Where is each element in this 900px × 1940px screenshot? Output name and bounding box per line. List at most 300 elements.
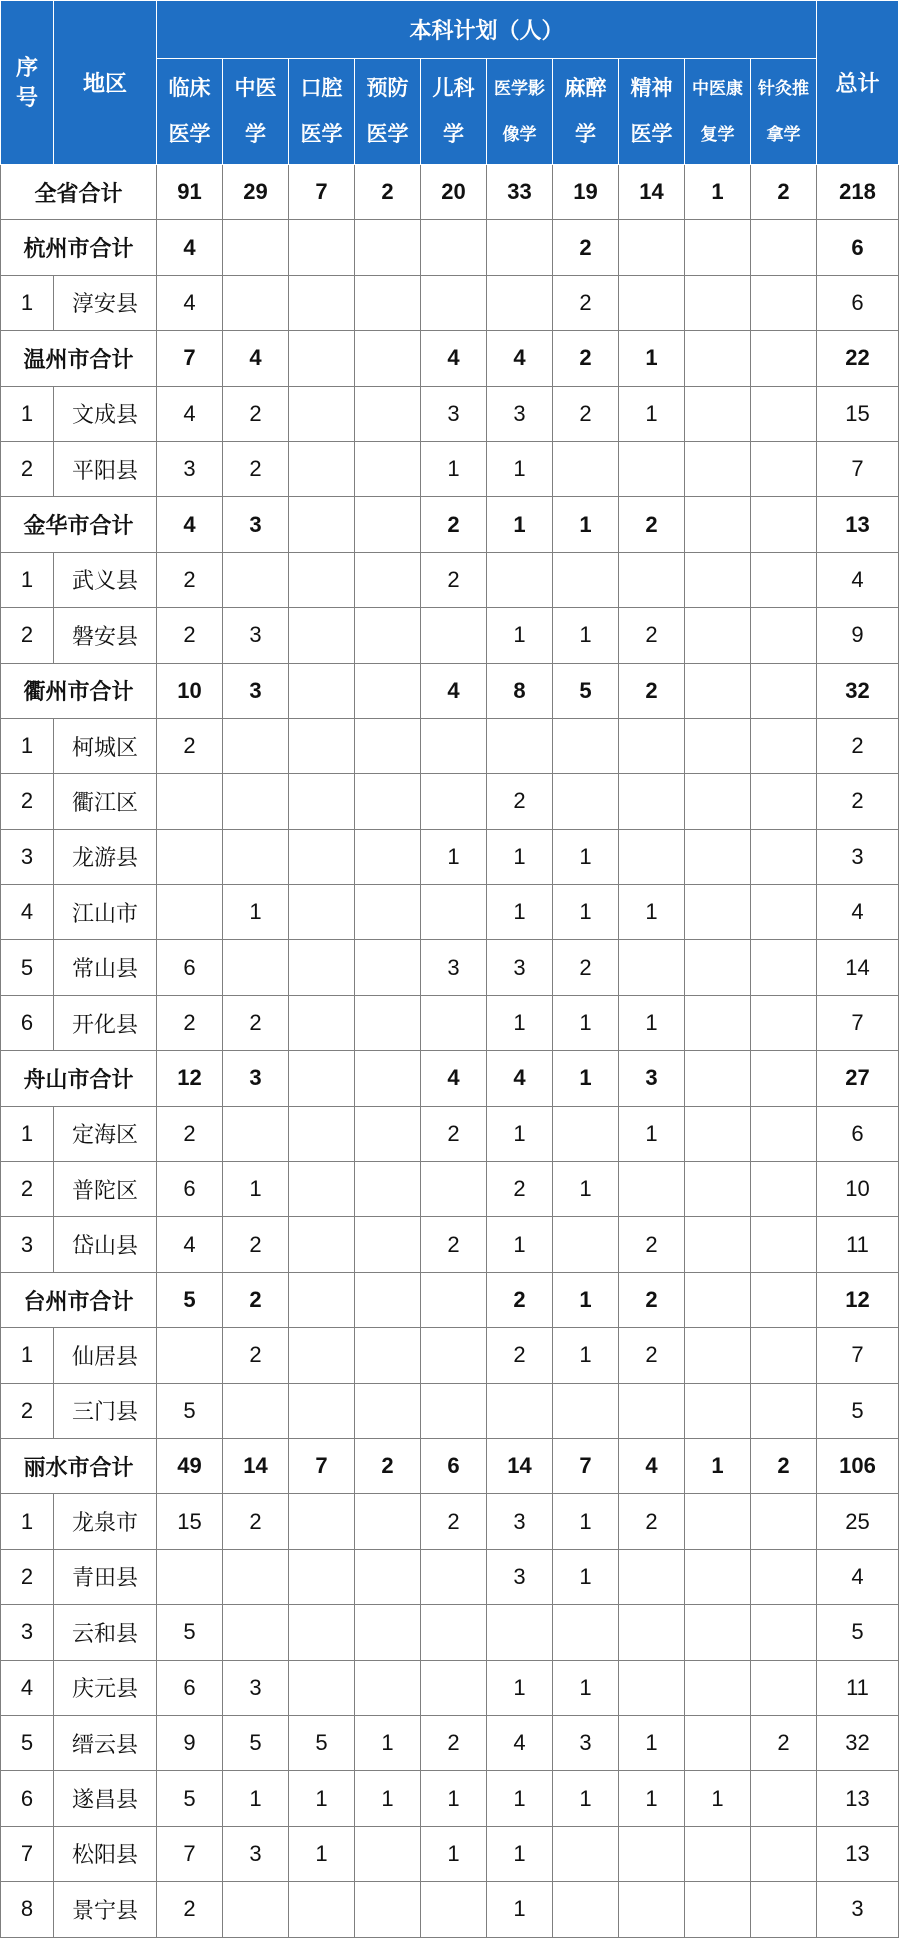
plan-cell	[619, 1383, 685, 1438]
header-major-line2: 学	[575, 122, 596, 146]
plan-cell	[685, 552, 751, 607]
plan-cell	[223, 718, 289, 773]
plan-cell	[553, 1826, 619, 1881]
table-row	[1, 995, 899, 1050]
plan-cell	[685, 1826, 751, 1881]
plan-cell	[289, 552, 355, 607]
header-major-line2: 复学	[700, 124, 735, 144]
plan-cell	[751, 1826, 817, 1881]
table-row	[1, 940, 899, 995]
plan-cell	[289, 497, 355, 552]
plan-cell: 7	[553, 1438, 619, 1493]
header-major-4	[421, 59, 487, 165]
plan-cell	[619, 1826, 685, 1881]
plan-cell	[355, 1217, 421, 1272]
header-major-3	[355, 59, 421, 165]
plan-cell	[751, 1272, 817, 1327]
plan-cell: 1	[223, 885, 289, 940]
table-row	[1, 1383, 899, 1438]
plan-cell	[685, 1660, 751, 1715]
plan-cell: 3	[223, 663, 289, 718]
plan-cell: 2	[421, 1494, 487, 1549]
plan-cell	[751, 663, 817, 718]
row-index: 8	[1, 1882, 54, 1937]
subtotal-row	[1, 1438, 899, 1493]
plan-cell: 2	[487, 1272, 553, 1327]
plan-cell: 2	[223, 1328, 289, 1383]
plan-cell: 2	[223, 1494, 289, 1549]
plan-cell: 12	[157, 1051, 223, 1106]
plan-cell: 1	[553, 1771, 619, 1826]
plan-cell	[751, 608, 817, 663]
row-index: 2	[1, 608, 54, 663]
row-index: 4	[1, 885, 54, 940]
row-total: 32	[817, 663, 899, 718]
plan-cell: 3	[223, 608, 289, 663]
plan-cell	[751, 275, 817, 330]
plan-cell: 6	[157, 940, 223, 995]
plan-cell: 2	[751, 165, 817, 220]
plan-cell	[289, 441, 355, 496]
row-index: 1	[1, 386, 54, 441]
plan-cell: 2	[157, 995, 223, 1050]
plan-cell	[289, 663, 355, 718]
plan-cell: 1	[355, 1715, 421, 1770]
row-total: 4	[817, 552, 899, 607]
plan-cell	[355, 1272, 421, 1327]
plan-cell: 8	[487, 663, 553, 718]
region-name: 遂昌县	[54, 1771, 157, 1826]
plan-cell	[685, 1715, 751, 1770]
plan-cell: 2	[223, 1272, 289, 1327]
plan-cell: 4	[223, 331, 289, 386]
header-major-line2: 学	[443, 122, 464, 146]
plan-cell	[487, 275, 553, 330]
plan-cell: 5	[157, 1605, 223, 1660]
plan-cell: 2	[421, 497, 487, 552]
plan-cell: 1	[421, 441, 487, 496]
plan-cell	[421, 885, 487, 940]
plan-cell	[157, 1328, 223, 1383]
plan-cell	[685, 608, 751, 663]
row-total: 4	[817, 1549, 899, 1604]
header-major-line1: 精神	[630, 76, 673, 100]
plan-cell	[421, 1549, 487, 1604]
plan-cell	[619, 552, 685, 607]
plan-cell: 19	[553, 165, 619, 220]
plan-cell: 1	[553, 1328, 619, 1383]
plan-cell	[751, 386, 817, 441]
plan-cell: 14	[619, 165, 685, 220]
table-row	[1, 441, 899, 496]
plan-cell: 49	[157, 1438, 223, 1493]
plan-cell: 3	[487, 386, 553, 441]
plan-cell	[289, 1217, 355, 1272]
plan-cell: 4	[619, 1438, 685, 1493]
plan-cell	[157, 885, 223, 940]
table-row	[1, 386, 899, 441]
region-name: 武义县	[54, 552, 157, 607]
plan-cell: 2	[421, 1715, 487, 1770]
plan-cell: 2	[751, 1438, 817, 1493]
row-total: 12	[817, 1272, 899, 1327]
row-index: 3	[1, 829, 54, 884]
region-name: 开化县	[54, 995, 157, 1050]
plan-cell: 3	[223, 1826, 289, 1881]
plan-cell: 4	[157, 386, 223, 441]
region-subtotal-name: 丽水市合计	[1, 1438, 157, 1493]
plan-cell: 7	[157, 1826, 223, 1881]
row-index: 5	[1, 940, 54, 995]
plan-cell: 2	[619, 1494, 685, 1549]
row-total: 106	[817, 1438, 899, 1493]
plan-cell	[751, 885, 817, 940]
plan-cell	[421, 1272, 487, 1327]
table-row	[1, 608, 899, 663]
plan-cell	[355, 1162, 421, 1217]
plan-cell	[421, 718, 487, 773]
plan-cell: 2	[223, 441, 289, 496]
table-row	[1, 1106, 899, 1161]
plan-cell	[223, 275, 289, 330]
plan-cell	[751, 995, 817, 1050]
row-index: 5	[1, 1715, 54, 1770]
row-total: 13	[817, 497, 899, 552]
plan-cell: 1	[553, 608, 619, 663]
plan-cell	[685, 1882, 751, 1937]
plan-cell	[751, 1051, 817, 1106]
plan-cell	[487, 552, 553, 607]
plan-cell: 1	[487, 885, 553, 940]
region-name: 龙泉市	[54, 1494, 157, 1549]
row-total: 15	[817, 386, 899, 441]
plan-cell	[289, 608, 355, 663]
table-row	[1, 718, 899, 773]
plan-cell	[289, 1549, 355, 1604]
plan-cell: 1	[487, 1106, 553, 1161]
region-name: 缙云县	[54, 1715, 157, 1770]
table-row	[1, 1549, 899, 1604]
plan-cell: 2	[751, 1715, 817, 1770]
plan-cell	[289, 885, 355, 940]
row-index: 1	[1, 718, 54, 773]
table-row	[1, 1882, 899, 1937]
plan-cell: 2	[223, 386, 289, 441]
row-index: 1	[1, 1328, 54, 1383]
plan-cell: 5	[157, 1383, 223, 1438]
plan-cell: 1	[487, 497, 553, 552]
plan-cell: 3	[487, 1494, 553, 1549]
header-major-line2: 医学	[300, 122, 343, 146]
region-name: 淳安县	[54, 275, 157, 330]
row-total: 5	[817, 1383, 899, 1438]
row-total: 9	[817, 608, 899, 663]
row-index: 2	[1, 441, 54, 496]
row-total: 22	[817, 331, 899, 386]
plan-cell: 2	[619, 663, 685, 718]
plan-cell: 1	[421, 1771, 487, 1826]
plan-cell	[289, 1383, 355, 1438]
subtotal-row	[1, 497, 899, 552]
plan-cell: 29	[223, 165, 289, 220]
plan-cell	[751, 1771, 817, 1826]
plan-cell: 2	[355, 165, 421, 220]
plan-cell	[685, 1605, 751, 1660]
plan-cell: 1	[553, 1549, 619, 1604]
plan-cell: 4	[487, 331, 553, 386]
plan-cell	[223, 220, 289, 275]
header-seq	[1, 1, 54, 165]
region-name: 岱山县	[54, 1217, 157, 1272]
plan-cell: 2	[157, 718, 223, 773]
plan-cell	[619, 441, 685, 496]
header-major-line1: 预防	[366, 76, 409, 100]
header-major-line1: 儿科	[432, 76, 475, 100]
row-total: 14	[817, 940, 899, 995]
plan-cell: 91	[157, 165, 223, 220]
plan-cell	[553, 774, 619, 829]
region-name: 文成县	[54, 386, 157, 441]
row-total: 3	[817, 829, 899, 884]
plan-cell: 20	[421, 165, 487, 220]
plan-cell: 6	[421, 1438, 487, 1493]
plan-cell: 1	[619, 1106, 685, 1161]
plan-cell: 1	[421, 829, 487, 884]
plan-cell: 1	[553, 1494, 619, 1549]
header-major-line2: 医学	[168, 122, 211, 146]
plan-cell: 5	[289, 1715, 355, 1770]
region-name: 平阳县	[54, 441, 157, 496]
plan-cell	[223, 829, 289, 884]
plan-cell	[421, 1660, 487, 1715]
plan-cell	[685, 774, 751, 829]
row-total: 25	[817, 1494, 899, 1549]
table-row	[1, 1771, 899, 1826]
plan-cell: 2	[619, 497, 685, 552]
plan-cell	[553, 718, 619, 773]
table-row	[1, 1217, 899, 1272]
region-subtotal-name: 温州市合计	[1, 331, 157, 386]
plan-cell	[685, 940, 751, 995]
plan-cell: 2	[487, 1328, 553, 1383]
region-name: 定海区	[54, 1106, 157, 1161]
plan-cell: 3	[487, 940, 553, 995]
plan-cell	[355, 441, 421, 496]
table-row	[1, 1328, 899, 1383]
plan-cell	[355, 1494, 421, 1549]
header-major-1	[223, 59, 289, 165]
plan-cell: 5	[223, 1715, 289, 1770]
plan-cell	[157, 774, 223, 829]
plan-cell: 3	[619, 1051, 685, 1106]
plan-cell: 6	[157, 1660, 223, 1715]
plan-cell	[289, 1328, 355, 1383]
plan-cell: 7	[289, 165, 355, 220]
plan-cell	[355, 1605, 421, 1660]
table-row	[1, 774, 899, 829]
plan-cell: 1	[553, 1051, 619, 1106]
plan-cell: 2	[157, 608, 223, 663]
row-index: 6	[1, 995, 54, 1050]
region-subtotal-name: 杭州市合计	[1, 220, 157, 275]
plan-cell: 1	[685, 1771, 751, 1826]
region-name: 龙游县	[54, 829, 157, 884]
plan-cell: 3	[421, 940, 487, 995]
region-name: 常山县	[54, 940, 157, 995]
plan-cell	[619, 774, 685, 829]
plan-cell	[355, 1549, 421, 1604]
plan-cell: 2	[553, 331, 619, 386]
plan-cell	[289, 386, 355, 441]
plan-cell	[751, 331, 817, 386]
plan-cell	[685, 1051, 751, 1106]
row-total: 2	[817, 774, 899, 829]
plan-cell	[685, 885, 751, 940]
plan-cell	[685, 1106, 751, 1161]
header-region: 地区	[54, 1, 157, 165]
plan-cell	[619, 1660, 685, 1715]
row-index: 1	[1, 552, 54, 607]
plan-cell	[751, 1328, 817, 1383]
plan-cell: 1	[553, 497, 619, 552]
plan-cell	[487, 220, 553, 275]
plan-cell	[487, 1383, 553, 1438]
plan-cell	[223, 1605, 289, 1660]
plan-cell	[751, 774, 817, 829]
header-major-8	[685, 59, 751, 165]
table-row	[1, 1826, 899, 1881]
header-major-2	[289, 59, 355, 165]
header-major-line1: 口腔	[300, 76, 343, 100]
plan-cell	[685, 441, 751, 496]
plan-cell	[289, 940, 355, 995]
plan-cell	[487, 1605, 553, 1660]
header-major-line1: 中医	[234, 76, 277, 100]
header-plan: 本科计划（人）	[157, 1, 817, 59]
plan-cell	[421, 1328, 487, 1383]
table-row	[1, 1162, 899, 1217]
plan-cell: 1	[421, 1826, 487, 1881]
plan-cell	[421, 275, 487, 330]
plan-cell: 2	[223, 995, 289, 1050]
row-index: 2	[1, 1549, 54, 1604]
plan-cell	[751, 1605, 817, 1660]
region-name: 磐安县	[54, 608, 157, 663]
header-major-line1: 针灸推	[758, 78, 809, 98]
plan-cell: 1	[487, 608, 553, 663]
plan-cell	[685, 1494, 751, 1549]
plan-cell	[685, 1549, 751, 1604]
plan-cell	[553, 1106, 619, 1161]
row-index: 3	[1, 1217, 54, 1272]
plan-cell	[487, 718, 553, 773]
plan-cell	[289, 275, 355, 330]
plan-cell	[421, 1383, 487, 1438]
plan-cell: 5	[553, 663, 619, 718]
plan-cell	[355, 1383, 421, 1438]
plan-cell	[619, 220, 685, 275]
plan-cell	[619, 1882, 685, 1937]
plan-cell	[685, 497, 751, 552]
plan-cell	[751, 1106, 817, 1161]
plan-cell: 4	[421, 1051, 487, 1106]
plan-cell	[553, 1217, 619, 1272]
plan-cell	[355, 1106, 421, 1161]
header-major-line1: 医学影	[494, 78, 545, 98]
header-major-line2: 像学	[502, 124, 537, 144]
plan-cell: 1	[487, 1660, 553, 1715]
plan-cell: 1	[289, 1826, 355, 1881]
row-index: 1	[1, 1106, 54, 1161]
plan-cell: 4	[421, 331, 487, 386]
plan-cell: 3	[421, 386, 487, 441]
row-total: 3	[817, 1882, 899, 1937]
region-subtotal-name: 金华市合计	[1, 497, 157, 552]
row-index: 2	[1, 774, 54, 829]
plan-cell	[619, 718, 685, 773]
header-major-0	[157, 59, 223, 165]
plan-cell	[289, 1605, 355, 1660]
plan-cell: 4	[487, 1715, 553, 1770]
plan-cell	[289, 331, 355, 386]
plan-cell	[223, 552, 289, 607]
plan-cell: 1	[487, 1882, 553, 1937]
plan-cell	[685, 1217, 751, 1272]
plan-cell	[355, 220, 421, 275]
row-total: 11	[817, 1660, 899, 1715]
header-seq-text: 序号	[15, 54, 38, 110]
plan-cell: 7	[157, 331, 223, 386]
plan-cell: 1	[553, 829, 619, 884]
region-name: 松阳县	[54, 1826, 157, 1881]
plan-cell	[355, 1328, 421, 1383]
row-total: 7	[817, 441, 899, 496]
header-major-line1: 临床	[168, 76, 211, 100]
plan-cell	[157, 1549, 223, 1604]
row-index: 1	[1, 275, 54, 330]
plan-cell: 3	[487, 1549, 553, 1604]
row-index: 3	[1, 1605, 54, 1660]
plan-cell	[355, 829, 421, 884]
plan-cell	[289, 1494, 355, 1549]
region-name: 仙居县	[54, 1328, 157, 1383]
plan-cell: 6	[157, 1162, 223, 1217]
plan-cell: 4	[421, 663, 487, 718]
plan-cell: 4	[157, 275, 223, 330]
plan-cell	[685, 331, 751, 386]
plan-cell	[619, 940, 685, 995]
header-major-6	[553, 59, 619, 165]
row-total: 5	[817, 1605, 899, 1660]
plan-cell	[685, 829, 751, 884]
region-subtotal-name: 衢州市合计	[1, 663, 157, 718]
header-major-line1: 中医康	[692, 78, 743, 98]
row-index: 4	[1, 1660, 54, 1715]
subtotal-row	[1, 331, 899, 386]
plan-cell	[553, 1882, 619, 1937]
plan-cell	[355, 497, 421, 552]
header-total: 总计	[817, 1, 899, 165]
region-subtotal-name: 全省合计	[1, 165, 157, 220]
plan-cell	[685, 663, 751, 718]
plan-cell: 1	[685, 1438, 751, 1493]
row-total: 6	[817, 220, 899, 275]
plan-cell	[223, 1106, 289, 1161]
row-index: 2	[1, 1383, 54, 1438]
plan-cell	[751, 441, 817, 496]
plan-cell	[553, 441, 619, 496]
plan-cell	[685, 275, 751, 330]
